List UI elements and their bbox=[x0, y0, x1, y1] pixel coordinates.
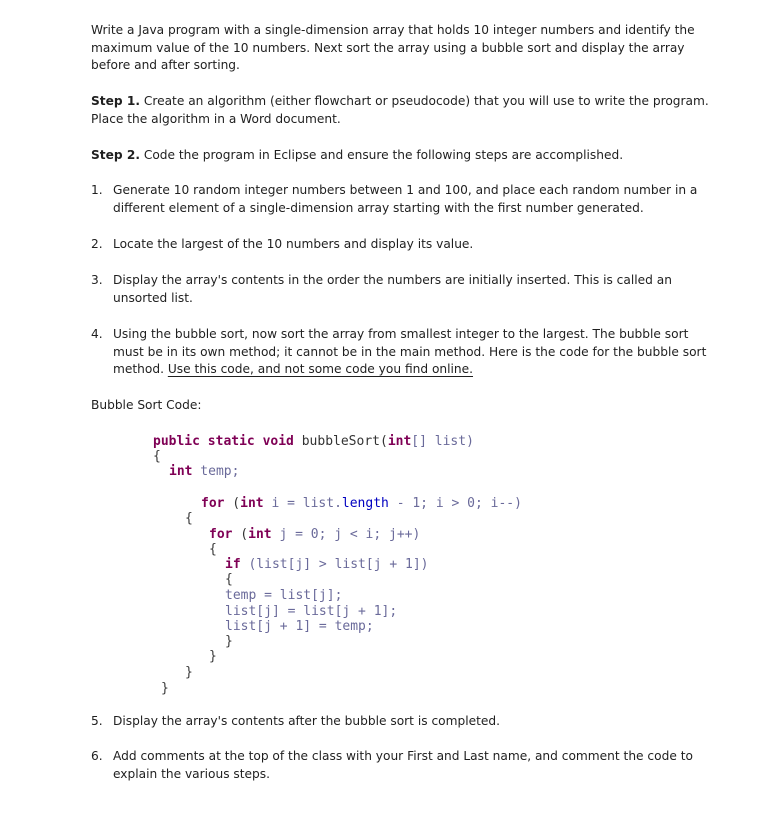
list-text-main: Using the bubble sort, now sort the array from smallest integer to the largest. The bubble sort must be in its own method; it cannot be in the main method. Here is the code for the bubble sort method. bbox=[113, 327, 707, 376]
list-text: Generate 10 random integer numbers between 1 and 100, and place each random number in a different element of a single-dimension array starting with the first number generated. bbox=[113, 183, 698, 215]
list-text: Display the array's contents after the bubble sort is completed. bbox=[113, 714, 500, 728]
list-text: Add comments at the top of the class with your First and Last name, and comment the code to explain the various steps. bbox=[113, 749, 693, 781]
code-line: { bbox=[153, 449, 161, 464]
code-line: } bbox=[209, 649, 217, 664]
code-line: temp = list[j]; bbox=[225, 588, 343, 603]
underlined-instruction: Use this code, and not some code you find online. bbox=[167, 362, 474, 376]
code-line: { bbox=[209, 542, 217, 557]
list-number: 5. bbox=[91, 714, 103, 728]
code-line: list[j + 1] = temp; bbox=[225, 619, 374, 634]
list-number: 2. bbox=[91, 237, 103, 251]
list-number: 6. bbox=[91, 749, 103, 763]
code-line: { bbox=[185, 511, 193, 526]
code-line: } bbox=[161, 681, 169, 696]
step2-text: Code the program in Eclipse and ensure the following steps are accomplished. bbox=[139, 148, 624, 162]
step1-label: Step 1. bbox=[91, 94, 140, 108]
step2-label: Step 2. bbox=[91, 148, 140, 162]
list-number: 1. bbox=[91, 183, 103, 197]
code-line: for (int i = list.length - 1; i > 0; i--) bbox=[201, 496, 522, 511]
list-number: 3. bbox=[91, 273, 103, 287]
code-line: } bbox=[185, 665, 193, 680]
code-line: } bbox=[225, 634, 233, 649]
code-line: if (list[j] > list[j + 1]) bbox=[225, 557, 429, 572]
code-line: for (int j = 0; j < i; j++) bbox=[209, 527, 421, 542]
code-line: { bbox=[225, 572, 233, 587]
code-line: int temp; bbox=[169, 464, 240, 479]
intro-paragraph: Write a Java program with a single-dimension array that holds 10 integer numbers and identify the maximum value of the 10 numbers. Next sort the array using a bubble sort and display the array before and after sorting. bbox=[91, 23, 695, 72]
list-number: 4. bbox=[91, 327, 103, 341]
code-line: public static void bubbleSort(int[] list) bbox=[153, 434, 474, 449]
step1-text: Create an algorithm (either flowchart or pseudocode) that you will use to write the program. Place the algorithm in a Word document. bbox=[91, 94, 709, 126]
list-text: Locate the largest of the 10 numbers and display its value. bbox=[113, 237, 474, 251]
code-heading: Bubble Sort Code: bbox=[91, 398, 202, 412]
list-text: Display the array's contents in the order the numbers are initially inserted. This is called an unsorted list. bbox=[113, 273, 672, 305]
code-line: list[j] = list[j + 1]; bbox=[225, 604, 398, 619]
